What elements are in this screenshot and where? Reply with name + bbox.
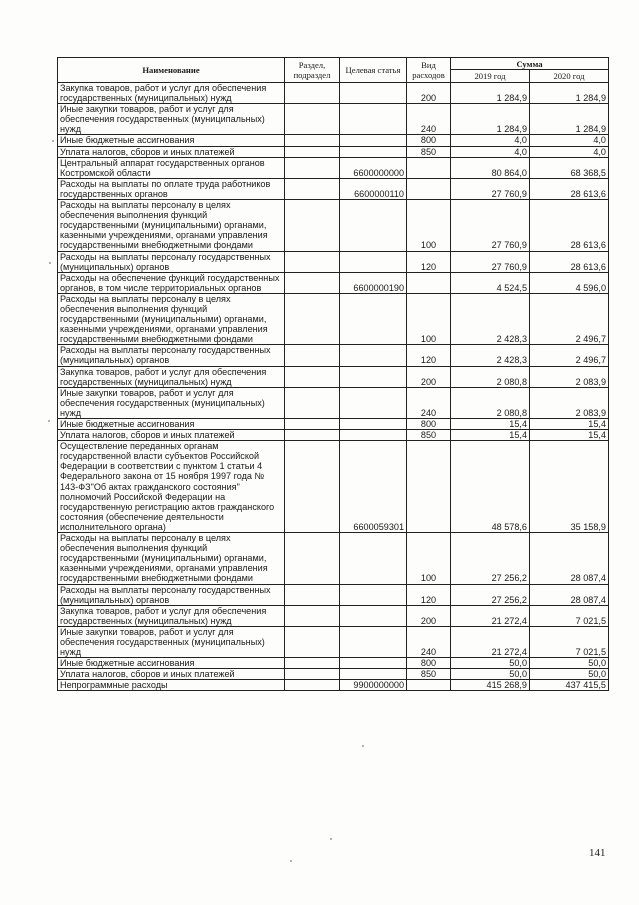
cell-name: Иные закупки товаров, работ и услуг для обеспечения государственных (муниципальных) нужд — [58, 104, 285, 135]
cell-sum-2020: 35 158,9 — [530, 441, 609, 533]
cell-expense-type: 100 — [407, 293, 451, 344]
table-row — [58, 366, 609, 387]
cell-sum-2020: 4,0 — [530, 135, 609, 146]
cell-sum-2019: 1 284,9 — [451, 104, 530, 135]
cell-name: Расходы на выплаты персоналу государственных (муниципальных) органов — [58, 345, 285, 366]
cell-sum-2019: 27 256,2 — [451, 584, 530, 605]
cell-section — [285, 605, 340, 626]
cell-target — [340, 584, 407, 605]
cell-section — [285, 157, 340, 178]
cell-section — [285, 200, 340, 251]
cell-sum-2019: 80 864,0 — [451, 157, 530, 178]
cell-section — [285, 430, 340, 441]
cell-target — [340, 658, 407, 669]
header-target: Целевая статья — [340, 58, 407, 83]
table-row — [58, 533, 609, 584]
table-row — [58, 135, 609, 146]
table-row — [58, 104, 609, 135]
cell-section — [285, 387, 340, 418]
cell-sum-2019: 4 524,5 — [451, 272, 530, 293]
cell-sum-2020: 7 021,5 — [530, 626, 609, 657]
cell-target — [340, 626, 407, 657]
cell-name: Иные бюджетные ассигнования — [58, 135, 285, 146]
cell-target — [340, 200, 407, 251]
budget-table — [57, 57, 609, 691]
cell-name: Расходы на выплаты персоналу в целях обеспечения выполнения функций государственными (муниципальными) органами, казенными учреждениями, органами управления государственными внебюджетными фондами — [58, 293, 285, 344]
cell-sum-2019: 2 080,8 — [451, 366, 530, 387]
cell-section — [285, 345, 340, 366]
cell-sum-2019: 48 578,6 — [451, 441, 530, 533]
scan-speck — [290, 860, 292, 862]
cell-section — [285, 626, 340, 657]
cell-sum-2019: 27 760,9 — [451, 251, 530, 272]
page-number: 141 — [589, 847, 606, 859]
cell-name: Расходы на выплаты персоналу государственных (муниципальных) органов — [58, 584, 285, 605]
header-year-2019: 2019 год — [451, 70, 530, 83]
table-row — [58, 626, 609, 657]
cell-expense-type: 240 — [407, 387, 451, 418]
cell-name: Уплата налогов, сборов и иных платежей — [58, 430, 285, 441]
scan-speck — [52, 140, 54, 142]
cell-section — [285, 441, 340, 533]
cell-name: Закупка товаров, работ и услуг для обеспечения государственных (муниципальных) нужд — [58, 366, 285, 387]
cell-sum-2020: 50,0 — [530, 658, 609, 669]
cell-sum-2020: 28 087,4 — [530, 584, 609, 605]
cell-sum-2019: 15,4 — [451, 430, 530, 441]
cell-sum-2019: 27 760,9 — [451, 200, 530, 251]
cell-sum-2019: 415 268,9 — [451, 680, 530, 691]
cell-sum-2020: 15,4 — [530, 430, 609, 441]
cell-expense-type: 120 — [407, 345, 451, 366]
table-row — [58, 83, 609, 104]
cell-sum-2020: 4,0 — [530, 146, 609, 157]
cell-name: Иные закупки товаров, работ и услуг для обеспечения государственных (муниципальных) нужд — [58, 387, 285, 418]
table-header — [58, 58, 609, 83]
cell-sum-2020: 28 613,6 — [530, 251, 609, 272]
cell-name: Расходы на выплаты персоналу в целях обеспечения выполнения функций государственными (муниципальными) органами, казенными учреждениями, органами управления государственными внебюджетными фондами — [58, 200, 285, 251]
cell-sum-2019: 2 080,8 — [451, 387, 530, 418]
cell-expense-type: 800 — [407, 419, 451, 430]
cell-target — [340, 669, 407, 680]
cell-target — [340, 345, 407, 366]
table-row — [58, 658, 609, 669]
cell-sum-2020: 1 284,9 — [530, 83, 609, 104]
cell-section — [285, 146, 340, 157]
cell-sum-2020: 4 596,0 — [530, 272, 609, 293]
cell-sum-2020: 28 087,4 — [530, 533, 609, 584]
cell-sum-2020: 2 496,7 — [530, 345, 609, 366]
cell-name: Закупка товаров, работ и услуг для обеспечения государственных (муниципальных) нужд — [58, 605, 285, 626]
table-row — [58, 200, 609, 251]
cell-expense-type: 200 — [407, 83, 451, 104]
cell-section — [285, 419, 340, 430]
cell-section — [285, 104, 340, 135]
cell-sum-2020: 15,4 — [530, 419, 609, 430]
cell-expense-type — [407, 157, 451, 178]
cell-expense-type: 850 — [407, 146, 451, 157]
cell-section — [285, 178, 340, 199]
header-name: Наименование — [58, 58, 285, 83]
cell-expense-type: 800 — [407, 135, 451, 146]
cell-sum-2019: 27 760,9 — [451, 178, 530, 199]
cell-name: Непрограммные расходы — [58, 680, 285, 691]
cell-name: Расходы на выплаты по оплате труда работников государственных органов — [58, 178, 285, 199]
cell-expense-type — [407, 441, 451, 533]
cell-name: Закупка товаров, работ и услуг для обеспечения государственных (муниципальных) нужд — [58, 83, 285, 104]
cell-expense-type: 240 — [407, 104, 451, 135]
cell-name: Иные закупки товаров, работ и услуг для обеспечения государственных (муниципальных) нужд — [58, 626, 285, 657]
cell-target — [340, 366, 407, 387]
header-expense-type: Вид расходов — [407, 58, 451, 83]
cell-sum-2020: 28 613,6 — [530, 200, 609, 251]
scan-speck — [330, 838, 332, 840]
header-sum: Сумма — [451, 58, 609, 70]
cell-name: Расходы на обеспечение функций государственных органов, в том числе территориальных органов — [58, 272, 285, 293]
cell-sum-2019: 50,0 — [451, 669, 530, 680]
cell-target — [340, 430, 407, 441]
table-row — [58, 293, 609, 344]
cell-target — [340, 387, 407, 418]
cell-sum-2019: 2 428,3 — [451, 345, 530, 366]
cell-target — [340, 104, 407, 135]
cell-target — [340, 419, 407, 430]
cell-sum-2020: 7 021,5 — [530, 605, 609, 626]
table-row — [58, 430, 609, 441]
cell-target: 6600000000 — [340, 157, 407, 178]
table-row — [58, 157, 609, 178]
cell-expense-type: 200 — [407, 366, 451, 387]
cell-name: Осуществление переданных органам государственной власти субъектов Российской Федерации в соответствии с пунктом 1 статьи 4 Федерального закона от 15 ноября 1997 года № 143-ФЗ"Об актах гражданского состояния" полномочий Российской Федерации на государственную регистрацию актов гражданского состояния (обеспечение деятельности исполнительного органа) — [58, 441, 285, 533]
cell-section — [285, 293, 340, 344]
cell-section — [285, 366, 340, 387]
cell-expense-type — [407, 178, 451, 199]
table-row — [58, 345, 609, 366]
scan-speck — [362, 745, 364, 747]
table-row — [58, 419, 609, 430]
cell-sum-2020: 1 284,9 — [530, 104, 609, 135]
cell-sum-2020: 2 083,9 — [530, 366, 609, 387]
cell-target: 6600000190 — [340, 272, 407, 293]
cell-expense-type: 850 — [407, 430, 451, 441]
table-row — [58, 146, 609, 157]
cell-section — [285, 135, 340, 146]
cell-sum-2019: 2 428,3 — [451, 293, 530, 344]
cell-sum-2020: 68 368,5 — [530, 157, 609, 178]
cell-name: Уплата налогов, сборов и иных платежей — [58, 146, 285, 157]
cell-sum-2019: 21 272,4 — [451, 605, 530, 626]
cell-target — [340, 146, 407, 157]
cell-target: 9900000000 — [340, 680, 407, 691]
scan-speck — [49, 262, 51, 264]
cell-sum-2019: 21 272,4 — [451, 626, 530, 657]
cell-target — [340, 533, 407, 584]
cell-expense-type: 120 — [407, 584, 451, 605]
scan-speck — [48, 420, 50, 422]
cell-target — [340, 605, 407, 626]
cell-expense-type: 240 — [407, 626, 451, 657]
cell-name: Расходы на выплаты персоналу государственных (муниципальных) органов — [58, 251, 285, 272]
cell-name: Уплата налогов, сборов и иных платежей — [58, 669, 285, 680]
table-row — [58, 178, 609, 199]
cell-section — [285, 669, 340, 680]
cell-sum-2020: 2 496,7 — [530, 293, 609, 344]
cell-target — [340, 251, 407, 272]
cell-expense-type: 800 — [407, 658, 451, 669]
cell-sum-2019: 4,0 — [451, 146, 530, 157]
cell-name: Иные бюджетные ассигнования — [58, 658, 285, 669]
cell-target: 6600000110 — [340, 178, 407, 199]
cell-section — [285, 83, 340, 104]
cell-sum-2020: 437 415,5 — [530, 680, 609, 691]
cell-name: Центральный аппарат государственных органов Костромской области — [58, 157, 285, 178]
cell-section — [285, 658, 340, 669]
cell-target — [340, 293, 407, 344]
cell-expense-type: 100 — [407, 200, 451, 251]
table-row — [58, 387, 609, 418]
cell-expense-type — [407, 272, 451, 293]
table-row — [58, 584, 609, 605]
cell-sum-2019: 27 256,2 — [451, 533, 530, 584]
cell-sum-2019: 4,0 — [451, 135, 530, 146]
cell-expense-type — [407, 680, 451, 691]
cell-sum-2020: 2 083,9 — [530, 387, 609, 418]
cell-sum-2019: 1 284,9 — [451, 83, 530, 104]
cell-expense-type: 200 — [407, 605, 451, 626]
table-row — [58, 605, 609, 626]
cell-section — [285, 251, 340, 272]
header-year-2020: 2020 год — [530, 70, 609, 83]
cell-expense-type: 850 — [407, 669, 451, 680]
cell-section — [285, 584, 340, 605]
cell-expense-type: 120 — [407, 251, 451, 272]
cell-expense-type: 100 — [407, 533, 451, 584]
table-row — [58, 441, 609, 533]
cell-section — [285, 533, 340, 584]
cell-target — [340, 83, 407, 104]
cell-section — [285, 680, 340, 691]
table-row — [58, 669, 609, 680]
cell-target: 6600059301 — [340, 441, 407, 533]
table-row — [58, 272, 609, 293]
cell-sum-2019: 50,0 — [451, 658, 530, 669]
cell-name: Иные бюджетные ассигнования — [58, 419, 285, 430]
cell-sum-2020: 50,0 — [530, 669, 609, 680]
table-body — [58, 83, 609, 691]
header-section: Раздел, подраздел — [285, 58, 340, 83]
table-row — [58, 680, 609, 691]
cell-name: Расходы на выплаты персоналу в целях обеспечения выполнения функций государственными (муниципальными) органами, казенными учреждениями, органами управления государственными внебюджетными фондами — [58, 533, 285, 584]
cell-target — [340, 135, 407, 146]
cell-section — [285, 272, 340, 293]
cell-sum-2019: 15,4 — [451, 419, 530, 430]
table-row — [58, 251, 609, 272]
cell-sum-2020: 28 613,6 — [530, 178, 609, 199]
